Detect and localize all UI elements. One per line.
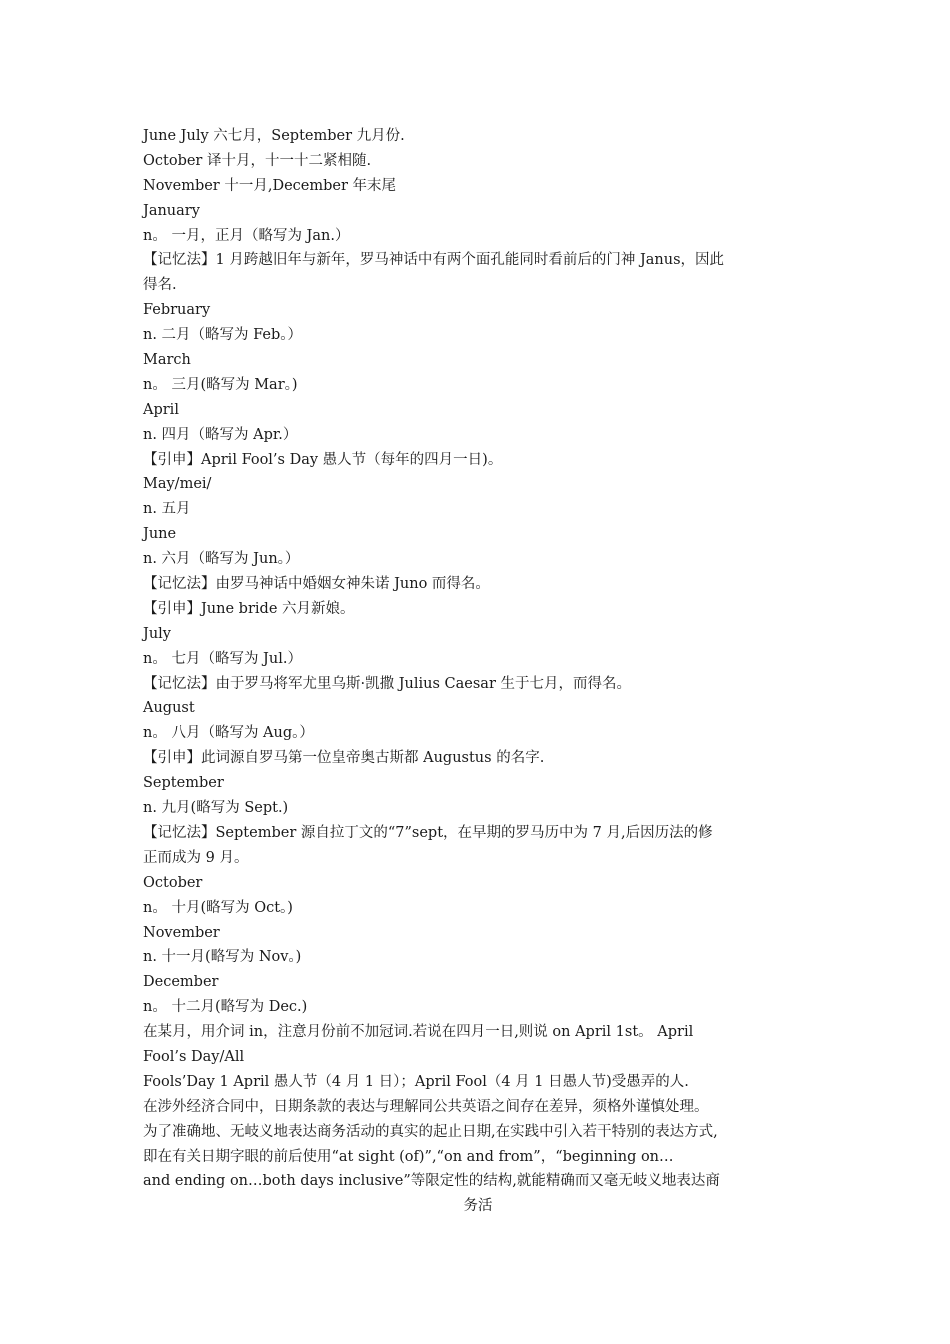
text-line: 为了准确地、无岐义地表达商务活动的真实的起止日期,在实践中引入若干特别的表达方式, xyxy=(143,1123,718,1140)
text-line: and ending on…both days inclusive”等限定性的结构,就能精确而又毫无岐义地表达商 xyxy=(143,1173,720,1190)
text-line: n. 九月(略写为 Sept.) xyxy=(143,800,289,817)
text-line: November 十一月,December 年末尾 xyxy=(143,177,397,194)
text-line: September xyxy=(143,775,224,792)
text-line: November xyxy=(143,924,220,941)
text-line: 【记忆法】由罗马神话中婚姻女神朱诺 Juno 而得名。 xyxy=(143,576,490,593)
text-line: 即在有关日期字眼的前后使用“at sight (of)”,“on and from”，“beginning on… xyxy=(143,1148,674,1165)
text-line: n。 七月（略写为 Jul.） xyxy=(143,650,302,667)
text-line: March xyxy=(143,352,191,369)
document-body xyxy=(143,124,813,1219)
text-line: Fool’s Day/All xyxy=(143,1048,245,1065)
text-line: n. 十一月(略写为 Nov。) xyxy=(143,949,302,966)
text-line: 【引申】此词源自罗马第一位皇帝奥古斯都 Augustus 的名字. xyxy=(143,750,545,767)
text-line: 正而成为 9 月。 xyxy=(143,849,249,866)
text-line: October 译十月，十一十二紧相随. xyxy=(143,152,372,169)
text-line: October xyxy=(143,874,203,891)
text-line: 在涉外经济合同中，日期条款的表达与理解同公共英语之间存在差异，须格外谨慎处理。 xyxy=(143,1098,709,1115)
text-line: 在某月，用介词 in，注意月份前不加冠词.若说在四月一日,则说 on April 1st。 April xyxy=(143,1024,694,1041)
text-line: n。 十二月(略写为 Dec.) xyxy=(143,999,308,1016)
text-line: July xyxy=(143,625,171,642)
text-line: 【记忆法】1 月跨越旧年与新年，罗马神话中有两个面孔能同时看前后的门神 Janus，因此 xyxy=(143,252,725,269)
text-line: n. 五月 xyxy=(143,501,191,518)
text-line: February xyxy=(143,302,211,319)
text-line: n。 八月（略写为 Aug。） xyxy=(143,725,314,742)
text-line: December xyxy=(143,974,219,991)
text-line: n. 四月（略写为 Apr.） xyxy=(143,426,298,443)
text-line: 务活 xyxy=(463,1198,493,1215)
text-line: n。 一月，正月（略写为 Jan.） xyxy=(143,227,350,244)
text-line: 【引申】June bride 六月新娘。 xyxy=(143,600,355,617)
text-line: April xyxy=(143,401,179,418)
text-line: n. 二月（略写为 Feb。） xyxy=(143,327,303,344)
text-line: 【记忆法】由于罗马将军尤里乌斯·凯撒 Julius Caesar 生于七月，而得名。 xyxy=(143,675,631,692)
text-line: n。 十月(略写为 Oct。) xyxy=(143,899,293,916)
text-line: n。 三月(略写为 Mar。) xyxy=(143,376,298,393)
text-line: June July 六七月，September 九月份. xyxy=(143,128,405,144)
text-line: Fools’Day 1 April 愚人节（4 月 1 日）；April Fool（4 月 1 日愚人节)受愚弄的人. xyxy=(143,1073,689,1090)
text-line: January xyxy=(143,202,200,219)
text-line: 【引申】April Fool’s Day 愚人节（每年的四月一日)。 xyxy=(143,451,503,468)
text-line: 得名. xyxy=(143,277,177,294)
text-line: 【记忆法】September 源自拉丁文的“7”sept，在早期的罗马历中为 7 月,后因历法的修 xyxy=(143,824,713,841)
text-line: June xyxy=(143,526,177,543)
text-line: n. 六月（略写为 Jun。） xyxy=(143,551,300,568)
text-line: May/mei/ xyxy=(143,476,212,493)
text-line: August xyxy=(143,700,195,717)
